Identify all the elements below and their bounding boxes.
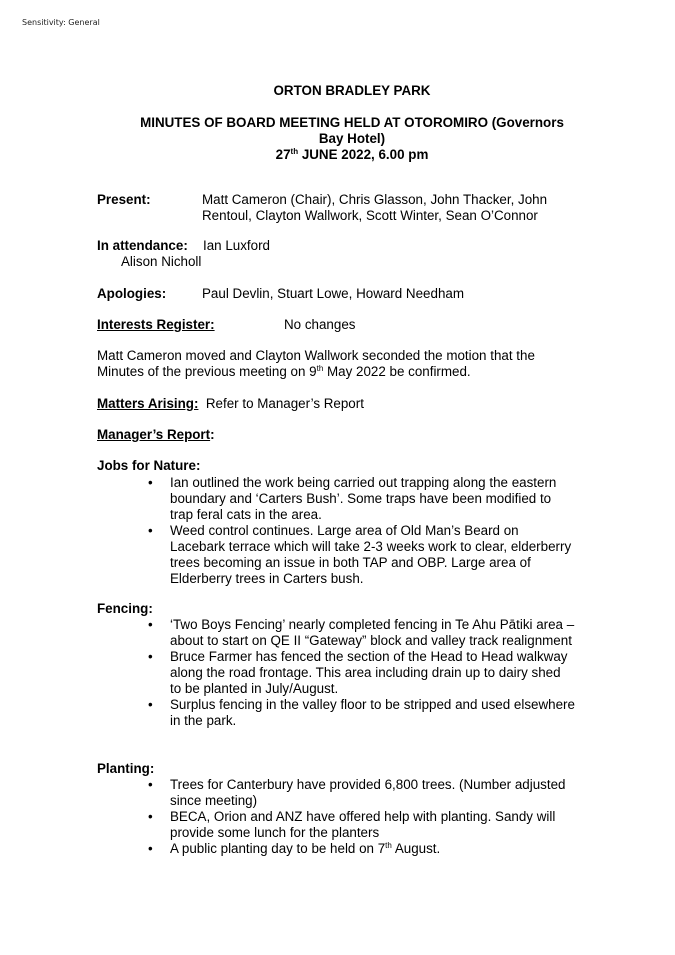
jobs-section-title: Jobs for Nature: (97, 458, 201, 473)
motion-paragraph: Matt Cameron moved and Clayton Wallwork seconded the motion that the Minutes of the previous meeting on 9th May 2022 be confirmed. (97, 348, 535, 379)
meeting-date: 27th JUNE 2022, 6.00 pm (275, 147, 429, 162)
attendee: Ian Luxford (203, 238, 270, 253)
planting-section-title: Planting: (97, 761, 155, 776)
apologies-list: Paul Devlin, Stuart Lowe, Howard Needham (202, 286, 464, 301)
list-item: • BECA, Orion and ANZ have offered help with planting. Sandy will provide some lunch for the planters (148, 809, 556, 840)
matters-label: Matters Arising: (97, 396, 199, 411)
fencing-section-title: Fencing: (97, 601, 153, 616)
bullet-icon: • (148, 697, 153, 712)
planting-list (145, 777, 575, 857)
list-item: • Trees for Canterbury have provided 6,800 trees. (Number adjusted since meeting) (148, 777, 566, 808)
sensitivity-label: Sensitivity: General (22, 18, 100, 27)
fencing-list (145, 617, 575, 729)
bullet-icon: • (148, 523, 153, 538)
jobs-list (145, 475, 575, 587)
bullet-icon: • (148, 841, 153, 856)
bullet-icon: • (148, 617, 153, 632)
list-item: • Bruce Farmer has fenced the section of the Head to Head walkway along the road frontage. This area including drain up to dairy shed to be planted in July/August. (148, 649, 568, 696)
bullet-icon: • (148, 475, 153, 490)
interests-text: No changes (284, 317, 356, 332)
list-item: • A public planting day to be held on 7th August. (148, 841, 441, 856)
list-item: • Ian outlined the work being carried out trapping along the eastern boundary and ‘Carters Bush’. Some traps have been modified to trap feral cats in the area. (148, 475, 557, 522)
attendee: Alison Nicholl (121, 254, 202, 269)
attendance-label: In attendance: (97, 238, 188, 253)
list-item: • Weed control continues. Large area of Old Man’s Beard on Lacebark terrace which will take 2-3 weeks work to clear, elderberry trees becoming an issue in both TAP and OBP. Large area of Elderberry trees in Carters bush. (148, 523, 572, 586)
bullet-icon: • (148, 649, 153, 664)
matters-arising: Matters Arising: Refer to Manager’s Report (97, 396, 364, 411)
managers-report-heading: Manager’s Report: (97, 427, 215, 442)
present-label: Present: (97, 192, 151, 207)
present-list: Matt Cameron (Chair), Chris Glasson, John Thacker, John Rentoul, Clayton Wallwork, Scott Winter, Sean O’Connor (202, 192, 548, 223)
bullet-icon: • (148, 809, 153, 824)
interests-label: Interests Register: (97, 317, 215, 332)
org-title: ORTON BRADLEY PARK (273, 83, 431, 98)
list-item: • Surplus fencing in the valley floor to be stripped and used elsewhere in the park. (148, 697, 575, 728)
apologies-label: Apologies: (97, 286, 167, 301)
bullet-icon: • (148, 777, 153, 792)
meeting-title: MINUTES OF BOARD MEETING HELD AT OTOROMIRO (Governors Bay Hotel) (140, 115, 564, 146)
list-item: • ‘Two Boys Fencing’ nearly completed fencing in Te Ahu Pātiki area – about to start on QE II “Gateway” block and valley track realignment (148, 617, 575, 648)
